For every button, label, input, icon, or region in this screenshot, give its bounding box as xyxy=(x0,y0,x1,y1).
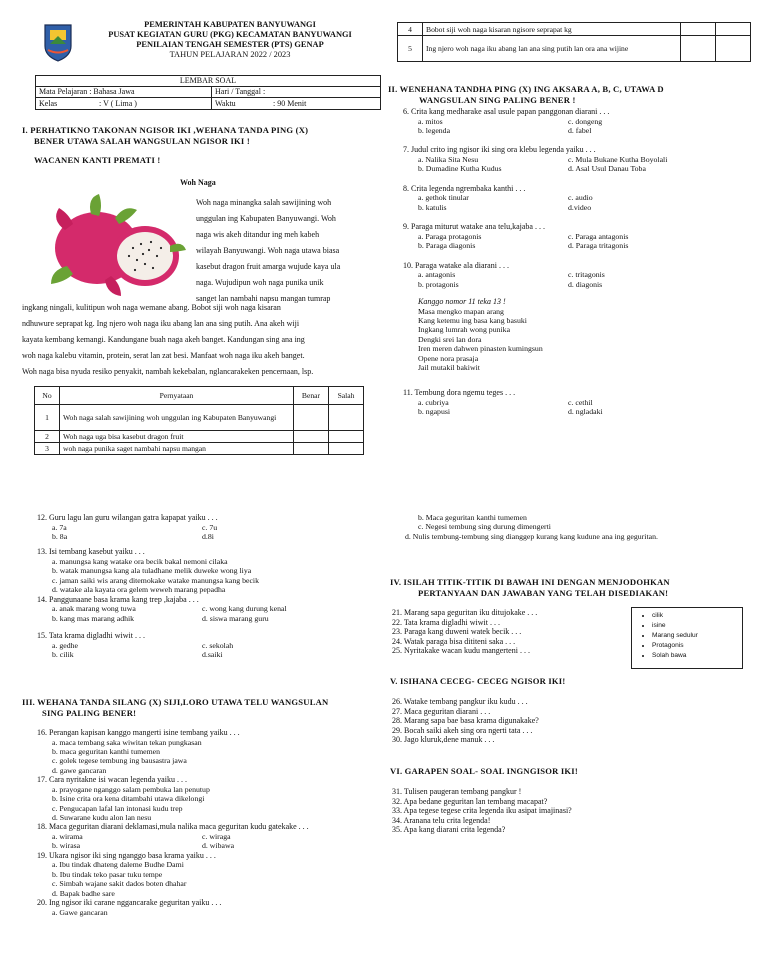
option-b[interactable]: b. Dumadine Kutha Kudus xyxy=(418,164,502,174)
option-d[interactable]: d. ngladaki xyxy=(568,407,603,417)
question-11: 11. Tembung dora ngemu teges . . . xyxy=(403,388,516,398)
info-waktu-label: Waktu xyxy=(215,99,236,108)
option-c[interactable]: c. cethil xyxy=(568,398,593,408)
para-line: kayata kembang kemangi. Kandungane buah naga akeh banget. Kandungan sing ana ing xyxy=(22,335,305,344)
info-box xyxy=(35,75,381,110)
cell-benar[interactable] xyxy=(681,36,716,62)
poem-line: Opene nora prasaja xyxy=(418,353,479,363)
dragon-fruit-image xyxy=(45,190,190,300)
option-c[interactable]: c. jaman saiki wis arang ditemokake watake manungsa kang becik xyxy=(52,575,259,585)
option-b[interactable]: b. maca geguritan kanthi tumemen xyxy=(52,747,161,756)
cell-benar[interactable] xyxy=(294,405,329,431)
choice-item: • Protagonis xyxy=(652,641,742,651)
question-17: 17. Cara nyritakne isi wacan legenda yaiku . . . xyxy=(37,775,187,785)
option-a[interactable]: a. Nalika Sita Nesu xyxy=(418,155,479,164)
header-line-2: PUSAT KEGIATAN GURU (PKG) KECAMATAN BANYUWANGI xyxy=(108,30,352,39)
option-c[interactable]: c. sekolah xyxy=(202,640,234,650)
question-12: 12. Guru lagu lan guru wilangan gatra kapapat yaiku . . . xyxy=(37,513,218,522)
question-32: 32. Apa bedane geguritan lan tembang macapat? xyxy=(392,796,548,806)
cell-salah[interactable] xyxy=(329,431,364,443)
table-row xyxy=(35,431,364,443)
question-33: 33. Apa tegese tegese crita legenda iku asipat imajinasi? xyxy=(392,806,572,816)
option-b[interactable]: b. wirasa xyxy=(52,841,81,851)
statement-table xyxy=(34,386,364,455)
question-16: 16. Perangan kapisan kanggo mangerti isine tembang yaiku . . . xyxy=(37,728,240,737)
option-d[interactable]: d. Asal Usul Danau Toba xyxy=(568,164,646,174)
logo-emblem xyxy=(42,22,74,62)
option-a[interactable]: a. mitos xyxy=(418,116,443,126)
choice-item: • Solah bawa xyxy=(652,651,742,661)
option-c[interactable]: c. dongeng xyxy=(568,116,603,126)
col-benar: Benar xyxy=(294,387,329,405)
info-kelas-label: Kelas xyxy=(39,99,58,108)
question-26: 26. Watake tembang pangkur iku kudu . . . xyxy=(392,697,528,706)
option-a[interactable]: a. antagonis xyxy=(418,270,456,280)
para-line: woh naga kalebu vitamin, protein, serat lan zat besi. Manfaat woh naga iku akeh banget. xyxy=(22,351,305,360)
choice-item: • Marang sedulur xyxy=(652,631,742,641)
question-13: 13. Isi tembang kasebut yaiku . . . xyxy=(37,547,145,557)
option-c[interactable]: c. tritagonis xyxy=(568,270,605,280)
question-27: 27. Maca geguritan diarani . . . xyxy=(392,706,491,716)
section-3-title-l1: III. WEHANA TANDA SILANG (X) SIJI,LORO UTAWA TELU WANGSULAN xyxy=(22,697,329,707)
option-c[interactable]: c. Pengucapan lafal lan intonasi kudu trep xyxy=(52,803,183,813)
section-6-title: VI. GARAPEN SOAL- SOAL INGNGISOR IKI! xyxy=(390,766,578,776)
option-d[interactable]: d. fabel xyxy=(568,126,592,135)
option-a[interactable]: a. Paraga protagonis xyxy=(418,231,482,241)
cell-salah[interactable] xyxy=(329,405,364,431)
option-b[interactable]: b. Isine crita ora kena ditambahi utawa dikelongi xyxy=(52,794,205,804)
row-text: woh naga punika saget nambahi napsu mangan xyxy=(60,443,294,455)
option-d[interactable]: d. Nulis tembung-tembung sing dianggep kurang kang kudune ana ing geguritan. xyxy=(405,531,658,541)
para-line: wilayah Banyuwangi. Woh naga utawa biasa xyxy=(196,246,340,255)
question-25: 25. Nyritakake wacan kudu mangerteni . . . xyxy=(392,646,530,656)
row-no: 3 xyxy=(35,443,60,455)
question-22: 22. Tata krama digladhi wiwit . . . xyxy=(392,617,500,627)
para-line: ndhuwure seprapat kg. Ing njero woh naga iku abang lan ana sing putih. Ana akeh wiji xyxy=(22,319,300,328)
option-a[interactable]: a. Gawe gancaran xyxy=(52,907,108,917)
para-line: sanget lan nambahi napsu mangan tumrap xyxy=(196,294,331,303)
option-a[interactable]: a. Ibu tindak dhateng daleme Budhe Dami xyxy=(52,860,184,870)
answer-choice-box xyxy=(631,607,743,669)
section-2-title-l2: WANGSULAN SING PALING BENER ! xyxy=(419,95,576,105)
info-waktu-value: : 90 Menit xyxy=(273,99,307,108)
option-a[interactable]: a. manungsa kang watake ora becik bakal nemoni cilaka xyxy=(52,557,228,566)
option-d[interactable]: d. wibawa xyxy=(202,841,235,851)
row-no: 4 xyxy=(398,23,423,36)
row-text: Ing njero woh naga iku abang lan ana sing putih lan ora ana wijine xyxy=(423,36,681,62)
question-10: 10. Paraga watake ala diarani . . . xyxy=(403,260,509,270)
cell-benar[interactable] xyxy=(681,23,716,36)
question-15: 15. Tata krama digladhi wiwit . . . xyxy=(37,631,145,641)
reading-title: Woh Naga xyxy=(180,178,216,187)
header-line-1: PEMERINTAH KABUPATEN BANYUWANGI xyxy=(144,20,316,29)
option-a[interactable]: a. wirama xyxy=(52,832,83,842)
question-35: 35. Apa kang diarani crita legenda? xyxy=(392,825,506,835)
question-24: 24. Watak paraga bisa dititeni saka . . . xyxy=(392,636,516,646)
option-b[interactable]: b. watak manungsa kang ala tuladhane melik duweke wong liya xyxy=(52,566,252,576)
para-line: ingkang ningali, kulitipun woh naga wemane abang. Bobot siji woh naga kisaran xyxy=(22,303,281,312)
option-c[interactable]: c. Simbah wajane sakit dados boten dhahar xyxy=(52,879,187,889)
question-8: 8. Crita legenda ngrembaka kanthi . . . xyxy=(403,183,526,193)
section-3-title-l2: SING PALING BENER! xyxy=(42,708,137,718)
poem-line: Jail mutakil bakiwit xyxy=(418,363,480,373)
col-no: No xyxy=(35,387,60,405)
choice-item: • cilik xyxy=(652,611,742,621)
statement-table-continued xyxy=(397,22,751,62)
cell-salah[interactable] xyxy=(716,23,751,36)
question-7: 7. Judul crito ing ngisor iki sing ora klebu legenda yaiku . . . xyxy=(403,145,596,155)
question-19: 19. Ukara ngisor iki sing nganggo basa krama yaiku . . . xyxy=(37,850,216,860)
col-salah: Salah xyxy=(329,387,364,405)
poem-line: Masa mengko mapan arang xyxy=(418,306,504,316)
para-line: unggulan ing Kabupaten Banyuwangi. Woh xyxy=(196,214,336,223)
cell-salah[interactable] xyxy=(716,36,751,62)
para-line: naga. Wujudipun woh naga punika unik xyxy=(196,278,324,287)
option-d[interactable]: d. Bapak badhe sare xyxy=(52,888,115,898)
option-b[interactable]: b. Ibu tindak teko pasar tuku tempe xyxy=(52,869,163,879)
header-line-4: TAHUN PELAJARAN 2022 / 2023 xyxy=(169,50,291,59)
poem-line: Iren meren dahwen pinasten kumingsun xyxy=(418,344,543,354)
row-text: Woh naga uga bisa kasebut dragon fruit xyxy=(60,431,294,443)
option-a[interactable]: a. prayogane nganggo salam pembuka lan penutup xyxy=(52,784,210,794)
info-title: LEMBAR SOAL xyxy=(36,76,380,87)
row-text: Woh naga salah sawijining woh unggulan ing Kabupaten Banyuwangi xyxy=(60,405,294,431)
option-c[interactable]: c. golek tegese tembung ing bausastra jawa xyxy=(52,756,187,766)
header-line-3: PENILAIAN TENGAH SEMESTER (PTS) GENAP xyxy=(136,40,324,49)
option-b[interactable]: b. ngapusi xyxy=(418,407,451,417)
option-b[interactable]: b. cilik xyxy=(52,650,74,660)
section-4-title-l2: PERTANYAAN DAN JAWABAN YANG TELAH DISEDIAKAN! xyxy=(418,588,669,598)
info-hari: Hari / Tanggal : xyxy=(215,87,266,96)
row-no: 2 xyxy=(35,431,60,443)
option-c[interactable]: c. audio xyxy=(568,193,593,203)
option-c[interactable]: c. wong kang durung kenal xyxy=(202,604,287,614)
question-31: 31. Tulisen paugeran tembang pangkur ! xyxy=(392,787,522,796)
option-d[interactable]: d. siswa marang guru xyxy=(202,613,269,623)
option-a[interactable]: a. anak marang wong tuwa xyxy=(52,604,136,614)
option-d[interactable]: d. diagonis xyxy=(568,279,603,289)
question-34: 34. Aranana telu crita legenda! xyxy=(392,815,491,825)
section-2-title-l1: II. WENEHANA TANDHA PING (X) ING AKSARA A, B, C, UTAWA D xyxy=(388,84,664,94)
option-a[interactable]: a. 7a xyxy=(52,522,67,532)
option-b[interactable]: b. 8a xyxy=(52,532,68,541)
option-a[interactable]: a. gedhe xyxy=(52,640,78,650)
option-c[interactable]: c. Negesi tembung sing durung dimengerti xyxy=(418,522,551,532)
section-4-title-l1: IV. ISILAH TITIK-TITIK DI BAWAH INI DENGAN MENJODOHKAN xyxy=(390,577,670,587)
option-c[interactable]: c. Mula Bukane Kutha Boyolali xyxy=(568,155,668,164)
option-d[interactable]: d.saiki xyxy=(202,650,223,660)
choice-item: • isine xyxy=(652,621,742,631)
option-a[interactable]: a. maca tembang saka wiwitan tekan pungkasan xyxy=(52,737,202,747)
para-line: Woh naga minangka salah sawijining woh xyxy=(196,198,332,207)
question-21: 21. Marang sapa geguritan iku ditujokake . . . xyxy=(392,608,538,617)
option-d[interactable]: d. Paraga tritagonis xyxy=(568,241,629,251)
option-b[interactable]: b. protagonis xyxy=(418,279,459,289)
option-b[interactable]: b. Maca geguritan kanthi tumemen xyxy=(418,513,527,522)
question-28: 28. Marang sapa bae basa krama digunakake? xyxy=(392,716,539,726)
cell-benar[interactable] xyxy=(294,431,329,443)
para-line: Woh naga bisa nyuda resiko penyakit, nambah kekebalan, nglancarakeken pencernaan, lsp. xyxy=(22,367,314,376)
option-d[interactable]: d.8i xyxy=(202,532,214,541)
question-6: 6. Crita kang medharake asal usule papan panggonan diarani . . . xyxy=(403,107,610,116)
wacanen-heading: WACANEN KANTI PREMATI ! xyxy=(34,155,161,165)
cell-salah[interactable] xyxy=(329,443,364,455)
question-14: 14. Panggunaane basa krama kang trep ,kajaba . . . xyxy=(37,594,199,604)
poem-line: Ingkang lumrah wong punika xyxy=(418,325,511,335)
col-pernyataan: Pernyataan xyxy=(60,387,294,405)
question-9: 9. Paraga miturut watake ana telu,kajaba . . . xyxy=(403,222,545,232)
table-row xyxy=(398,23,751,36)
info-mapel: Mata Pelajaran : Bahasa Jawa xyxy=(39,87,135,96)
row-no: 5 xyxy=(398,36,423,62)
option-c[interactable]: c. 7u xyxy=(202,522,218,532)
question-30: 30. Jago kluruk,dene manuk . . . xyxy=(392,735,495,745)
question-23: 23. Paraga kang duweni watek becik . . . xyxy=(392,627,522,637)
option-d[interactable]: d. watake ala kayata ora gelem weweh marang pepadha xyxy=(52,585,226,595)
option-a[interactable]: a. gethok tinular xyxy=(418,193,469,203)
row-text: Bobot siji woh naga kisaran ngisore seprapat kg xyxy=(423,23,681,36)
info-kelas-value: : V ( Lima ) xyxy=(99,99,137,108)
question-29: 29. Bocah saiki akeh sing ora ngerti tata . . . xyxy=(392,725,533,735)
option-b[interactable]: b. katulis xyxy=(418,202,447,212)
poem-intro: Kanggo nomor 11 teka 13 ! xyxy=(418,297,506,307)
section-5-title: V. ISIHANA CECEG- CECEG NGISOR IKI! xyxy=(390,676,566,686)
option-a[interactable]: a. cubriya xyxy=(418,398,449,408)
section-1-title-l2: BENER UTAWA SALAH WANGSULAN NGISOR IKI ! xyxy=(34,136,250,146)
row-no: 1 xyxy=(35,405,60,431)
option-c[interactable]: c. Paraga antagonis xyxy=(568,231,629,241)
option-d[interactable]: d.video xyxy=(568,202,592,212)
para-line: naga wis akeh ditandur ing meh kabeh xyxy=(196,230,320,239)
option-d[interactable]: d. gawe gancaran xyxy=(52,765,107,775)
section-1-title-l1: I. PERHATIKNO TAKONAN NGISOR IKI ,WEHANA TANDA PING (X) xyxy=(22,125,309,135)
option-b[interactable]: b. Paraga diagonis xyxy=(418,241,476,251)
option-b[interactable]: b. kang mas marang adhik xyxy=(52,613,135,623)
para-line: kasebut dragon fruit amarga wujude kaya ula xyxy=(196,262,341,271)
cell-benar[interactable] xyxy=(294,443,329,455)
question-18: 18. Maca geguritan diarani deklamasi,mula nalika maca geguritan kudu gatekake . . . xyxy=(37,822,309,832)
option-c[interactable]: c. wiraga xyxy=(202,832,231,842)
poem-line: Dengki srei lan dora xyxy=(418,334,482,344)
poem-line: Kang ketemu ing basa kang basuki xyxy=(418,316,527,326)
option-b[interactable]: b. legenda xyxy=(418,126,451,135)
question-20: 20. Ing ngisor iki carane nggancarake geguritan yaiku . . . xyxy=(37,898,222,908)
option-d[interactable]: d. Suwarane kudu alon lan nesu xyxy=(52,813,152,823)
table-row xyxy=(398,36,751,62)
table-row xyxy=(35,443,364,455)
table-row xyxy=(35,405,364,431)
